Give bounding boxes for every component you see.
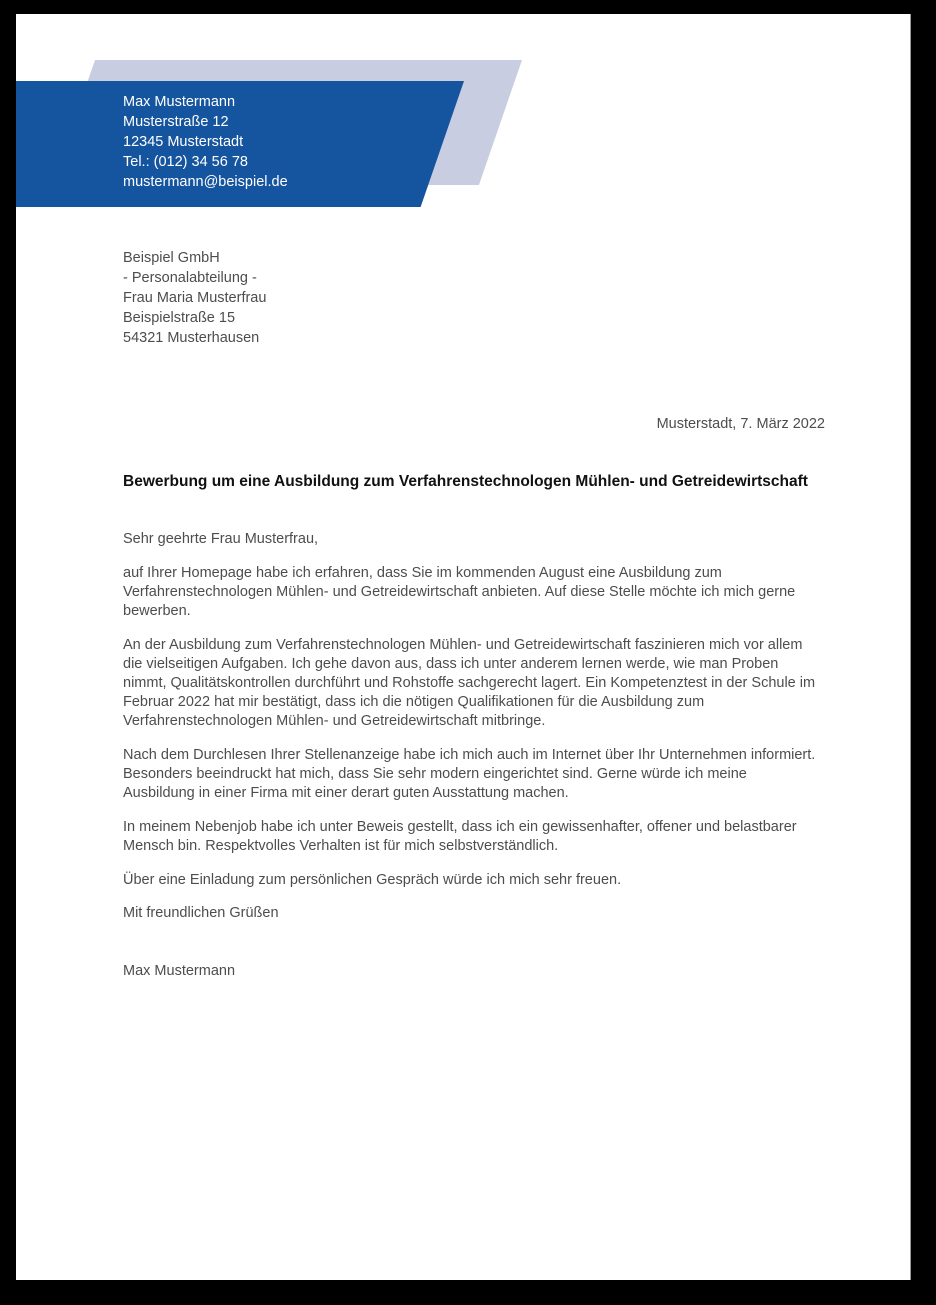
- sender-block: [123, 92, 288, 192]
- sender-street: Musterstraße 12: [123, 114, 229, 130]
- letter-body: [123, 530, 817, 995]
- closing-salute: Mit freundlichen Grüßen: [123, 905, 279, 922]
- date-line: Musterstadt, 7. März 2022: [656, 416, 825, 432]
- recipient-city: 54321 Musterhausen: [123, 330, 260, 346]
- sender-email: mustermann@beispiel.de: [123, 174, 288, 190]
- recipient-company: Beispiel GmbH: [123, 250, 220, 266]
- recipient-street: Beispielstraße 15: [123, 310, 236, 326]
- subject-line: Bewerbung um eine Ausbildung zum Verfahrenstechnologen Mühlen- und Getreidewirtschaft: [123, 473, 808, 490]
- body-paragraph-1: auf Ihrer Homepage habe ich erfahren, dass Sie im kommenden August eine Ausbildung zum Verfahrenstechnologen Mühlen- und Getreidewirtschaft anbieten. Auf diese Stelle möchte ich mich gerne bewerben.: [123, 564, 796, 619]
- recipient-contact: Frau Maria Musterfrau: [123, 290, 267, 306]
- sender-city: 12345 Musterstadt: [123, 134, 244, 150]
- body-paragraph-5: Über eine Einladung zum persönlichen Gespräch würde ich mich sehr freuen.: [123, 871, 622, 888]
- sender-phone: Tel.: (012) 34 56 78: [123, 154, 248, 170]
- body-paragraph-3: Nach dem Durchlesen Ihrer Stellenanzeige habe ich mich auch im Internet über Ihr Unternehmen informiert. Besonders beeindruckt hat mich, dass Sie sehr modern eingerichtet sind. Gerne würde ich meine Ausbildung in einer Firma mit einer derart guten Ausstattung machen.: [123, 747, 816, 802]
- body-paragraph-2: An der Ausbildung zum Verfahrenstechnologen Mühlen- und Getreidewirtschaft faszinieren mich vor allem die vielseitigen Aufgaben. Ich gehe davon aus, dass ich unter anderem lernen werde, wie man Proben nimmt, Qualitätskontrollen durchführt und Rohstoffe sachgerecht lagert. Ein Kompetenztest in der Schule im Februar 2022 hat mir bestätigt, dass ich die nötigen Qualifikationen für die Ausbildung zum Verfahrenstechnologen Mühlen- und Getreidewirtschaft mitbringe.: [123, 636, 816, 730]
- sender-name: Max Mustermann: [123, 94, 236, 110]
- recipient-department: - Personalabteilung -: [123, 270, 257, 286]
- letter-page: [16, 14, 911, 1280]
- salutation: Sehr geehrte Frau Musterfrau,: [123, 531, 319, 547]
- recipient-block: [123, 248, 266, 348]
- body-paragraph-4: In meinem Nebenjob habe ich unter Beweis gestellt, dass ich ein gewissenhafter, offener und belastbarer Mensch bin. Respektvolles Verhalten ist für mich selbstverständlich.: [123, 819, 797, 855]
- signature-name: Max Mustermann: [123, 962, 236, 979]
